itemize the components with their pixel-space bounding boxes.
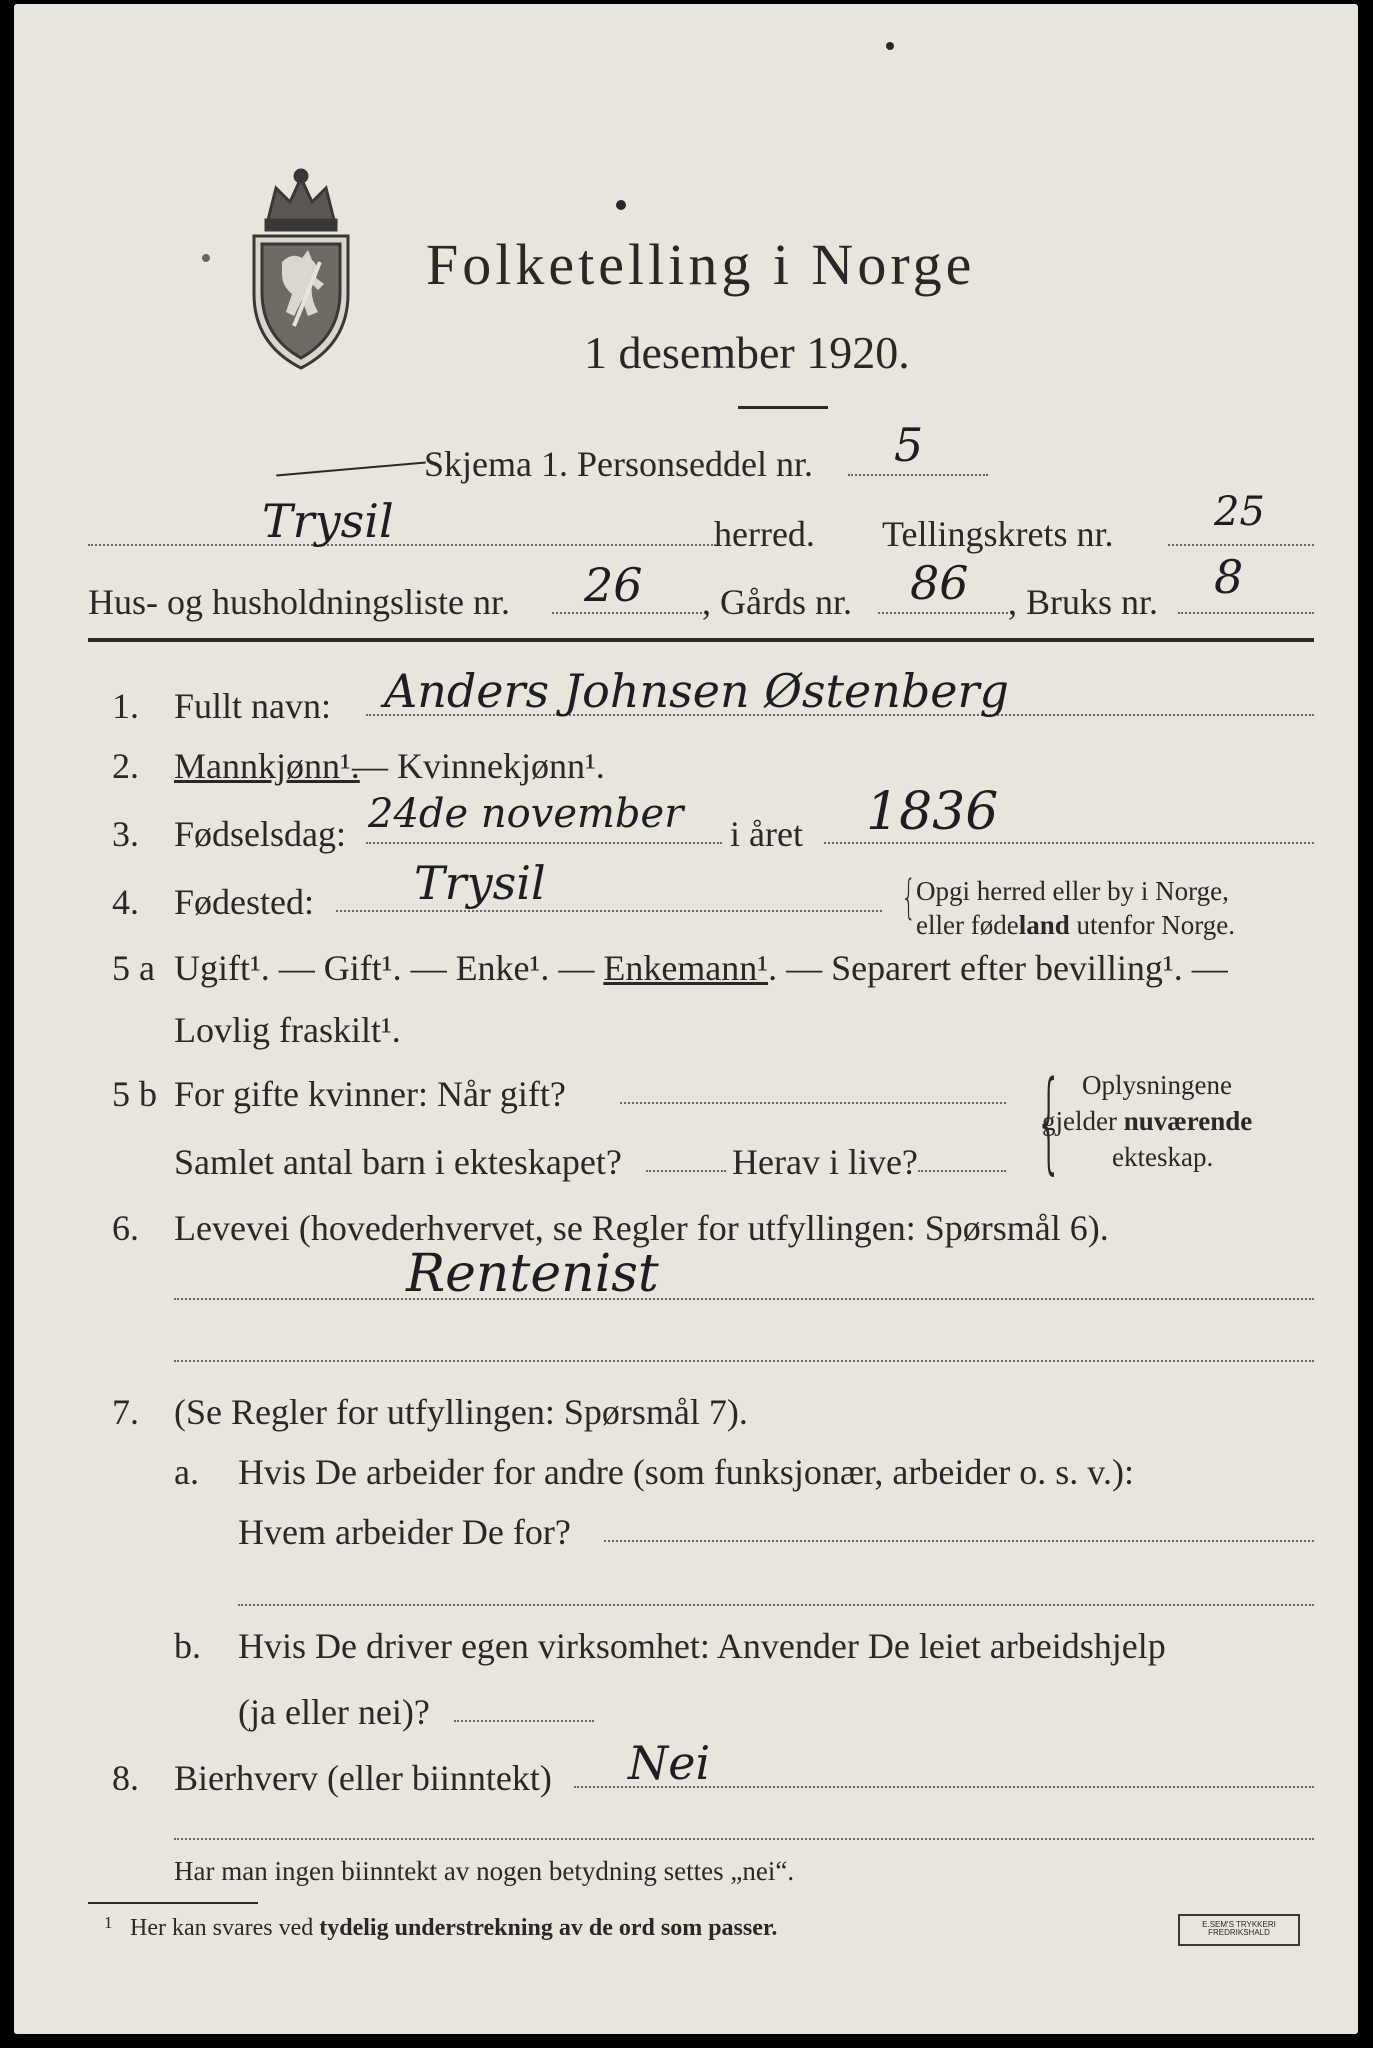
- q8-number: 8.: [112, 1758, 139, 1798]
- tellingskrets-label: Tellingskrets nr.: [882, 514, 1114, 554]
- q7a-letter: a.: [174, 1452, 199, 1492]
- gards-nr-value: 86: [910, 556, 969, 610]
- personseddel-nr-value: 5: [894, 418, 924, 472]
- q7-number: 7.: [112, 1392, 139, 1432]
- hus-nr-line: [552, 612, 702, 614]
- q4-note-line1: Opgi herred eller by i Norge,: [916, 876, 1229, 906]
- brace: {: [1035, 1057, 1063, 1185]
- q7a-question: Hvem arbeider De for?: [238, 1512, 571, 1552]
- herred-label: herred.: [714, 514, 815, 554]
- year-line: [824, 842, 1314, 844]
- alive-line: [918, 1170, 1006, 1172]
- q5b-when-married-label: For gifte kvinner: Når gift?: [174, 1074, 566, 1114]
- male-option: Mannkjønn¹.: [174, 746, 360, 786]
- q5a-number: 5 a: [112, 948, 155, 988]
- birthplace-value: Trysil: [414, 856, 546, 910]
- gards-label: , Gårds nr.: [702, 582, 852, 622]
- q1-number: 1.: [112, 686, 139, 726]
- birth-year-value: 1836: [866, 782, 999, 842]
- hus-nr-value: 26: [584, 558, 643, 612]
- q6-label: Levevei (hovederhvervet, se Regler for utfyllingen: Spørsmål 6).: [174, 1208, 1109, 1248]
- q7a-text: Hvis De arbeider for andre (som funksjonær, arbeider o. s. v.):: [238, 1452, 1134, 1492]
- footnote-number: 1: [104, 1913, 113, 1932]
- census-date: 1 desember 1920.: [584, 327, 910, 378]
- full-name-value: Anders Johnsen Østenberg: [384, 664, 1009, 718]
- footnote-text: Her kan svares ved tydelig understrekning av de ord som passer.: [130, 1915, 778, 1941]
- q5b-children-label: Samlet antal barn i ekteskapet?: [174, 1142, 622, 1182]
- ink-dot: [202, 254, 210, 262]
- bruks-label: , Bruks nr.: [1008, 582, 1159, 622]
- q2-number: 2.: [112, 746, 139, 786]
- children-line: [646, 1170, 726, 1172]
- enkemann-option: Enkemann¹: [603, 948, 769, 988]
- employer-line-1: [604, 1540, 1314, 1542]
- side-income-line-2: [174, 1838, 1314, 1840]
- tellingskrets-line: [1168, 544, 1314, 546]
- q7b-question: (ja eller nei)?: [238, 1692, 430, 1732]
- lovlig-fraskilt-option: Lovlig fraskilt¹.: [174, 1010, 401, 1050]
- ink-dot: [886, 42, 894, 50]
- q5b-note-line1: Oplysningene: [1082, 1070, 1232, 1100]
- q7b-letter: b.: [174, 1626, 201, 1666]
- ink-stroke: [276, 461, 426, 476]
- q4-number: 4.: [112, 882, 139, 922]
- q3-number: 3.: [112, 814, 139, 854]
- birthday-value: 24de november: [368, 791, 684, 837]
- herred-value: Trysil: [262, 494, 394, 548]
- occupation-line-1: [174, 1298, 1314, 1300]
- q5b-number: 5 b: [112, 1074, 157, 1114]
- skjema-label: Skjema 1. Personseddel nr.: [424, 444, 813, 484]
- form-title: Folketelling i Norge: [426, 232, 976, 297]
- norwegian-coat-of-arms-icon: [246, 166, 356, 372]
- personseddel-nr-line: [848, 474, 988, 476]
- q1-label: Fullt navn:: [174, 686, 332, 726]
- q7b-text: Hvis De driver egen virksomhet: Anvender De leiet arbeidshjelp: [238, 1626, 1166, 1666]
- herred-line: [88, 544, 716, 546]
- header-rule: [88, 638, 1314, 642]
- ink-dot: [616, 200, 626, 210]
- hired-help-line: [454, 1720, 594, 1722]
- q8-label: Bierhverv (eller biinntekt): [174, 1758, 552, 1798]
- footnote-rule: [88, 1902, 258, 1904]
- q4-label: Fødested:: [174, 882, 314, 922]
- year-label: i året: [730, 814, 803, 854]
- bruks-nr-value: 8: [1214, 550, 1244, 604]
- census-form-page: [14, 4, 1358, 2034]
- when-married-line: [620, 1102, 1006, 1104]
- q5b-alive-label: Herav i live?: [732, 1142, 918, 1182]
- occupation-line-2: [174, 1360, 1314, 1362]
- q7-label: (Se Regler for utfyllingen: Spørsmål 7).: [174, 1392, 748, 1432]
- birthday-line: [366, 842, 722, 844]
- bruks-nr-line: [1178, 612, 1314, 614]
- birthplace-line: [336, 910, 882, 912]
- q5b-note-line3: ekteskap.: [1112, 1142, 1214, 1172]
- brace: {: [901, 870, 916, 924]
- title-divider: [738, 406, 828, 409]
- employer-line-2: [238, 1604, 1314, 1606]
- printer-stamp: E.SEM'S TRYKKERI FREDRIKSHALD: [1178, 1914, 1300, 1946]
- footer-note: Har man ingen biinntekt av nogen betydning settes „nei“.: [174, 1856, 795, 1886]
- q4-note-line2: eller fødeland utenfor Norge.: [916, 910, 1235, 940]
- female-option: — Kvinnekjønn¹.: [352, 746, 605, 786]
- marital-status-options: Ugift¹. — Gift¹. — Enke¹. — Enkemann¹. — Separert efter bevilling¹. —: [174, 948, 1228, 988]
- occupation-value: Rentenist: [406, 1244, 659, 1304]
- q6-number: 6.: [112, 1208, 139, 1248]
- tellingskrets-nr-value: 25: [1214, 489, 1265, 535]
- q3-label: Fødselsdag:: [174, 814, 347, 854]
- side-income-value: Nei: [628, 1736, 711, 1790]
- hus-label: Hus- og husholdningsliste nr.: [88, 582, 511, 622]
- q5b-note-line2: gjelder nuværende: [1042, 1106, 1253, 1136]
- gards-nr-line: [878, 612, 1008, 614]
